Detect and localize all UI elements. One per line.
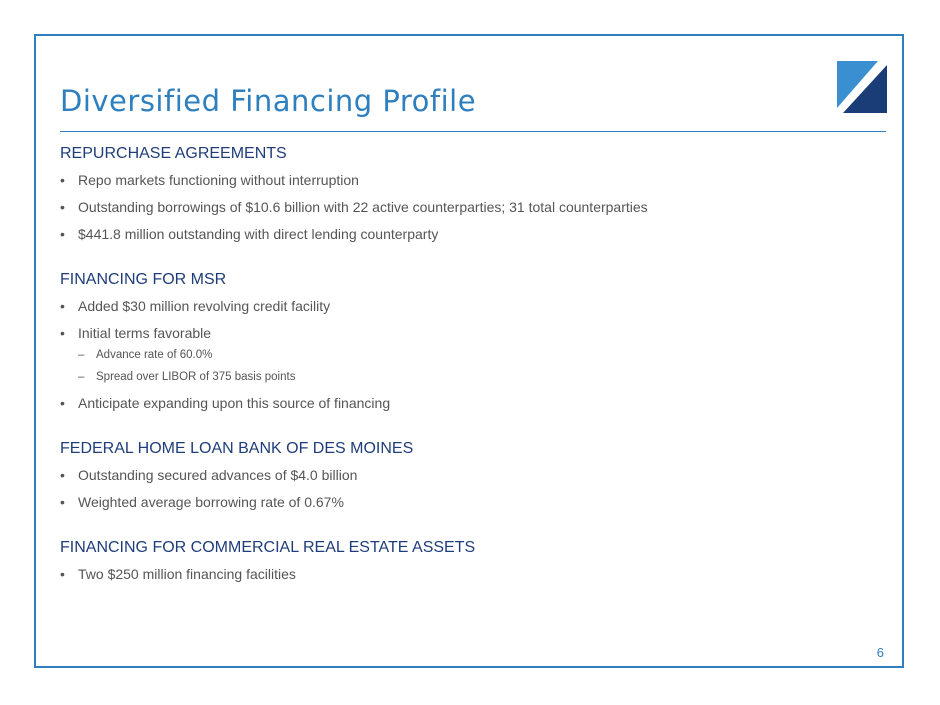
section-heading: FINANCING FOR COMMERCIAL REAL ESTATE ASSETS — [60, 539, 476, 556]
sub-bullet-item: – Spread over LIBOR of 375 basis points — [78, 370, 880, 385]
section-heading: FINANCING FOR MSR — [60, 271, 227, 288]
section-commercial-real-estate — [60, 538, 880, 583]
section-fhlb-des-moines — [60, 439, 880, 511]
section-heading: REPURCHASE AGREEMENTS — [60, 145, 287, 162]
bullet-list — [60, 466, 880, 511]
bullet-text: Initial terms favorable — [78, 325, 212, 341]
page-number: 6 — [876, 645, 884, 660]
section-financing-for-msr — [60, 270, 880, 412]
bullet-list — [60, 565, 880, 583]
sub-bullet-item: – Advance rate of 60.0% — [78, 348, 880, 363]
sub-bullet-list — [78, 348, 880, 385]
bullet-item: • Anticipate expanding upon this source of financing — [60, 394, 880, 412]
bullet-list — [60, 297, 880, 412]
company-logo-icon — [837, 61, 887, 113]
title-divider — [60, 131, 886, 132]
section-heading: FEDERAL HOME LOAN BANK OF DES MOINES — [60, 440, 414, 457]
bullet-item: • Two $250 million financing facilities — [60, 565, 880, 583]
section-repurchase-agreements — [60, 144, 880, 243]
bullet-item: • Outstanding borrowings of $10.6 billion with 22 active counterparties; 31 total counterparties — [60, 198, 880, 216]
bullet-item: • Weighted average borrowing rate of 0.67% — [60, 493, 880, 511]
slide-content — [60, 144, 880, 610]
page-title: Diversified Financing Profile — [60, 84, 477, 118]
bullet-item: • $441.8 million outstanding with direct lending counterparty — [60, 225, 880, 243]
bullet-list — [60, 171, 880, 243]
bullet-item — [60, 324, 880, 385]
bullet-item: • Repo markets functioning without interruption — [60, 171, 880, 189]
bullet-item: • Added $30 million revolving credit facility — [60, 297, 880, 315]
bullet-item: • Outstanding secured advances of $4.0 billion — [60, 466, 880, 484]
